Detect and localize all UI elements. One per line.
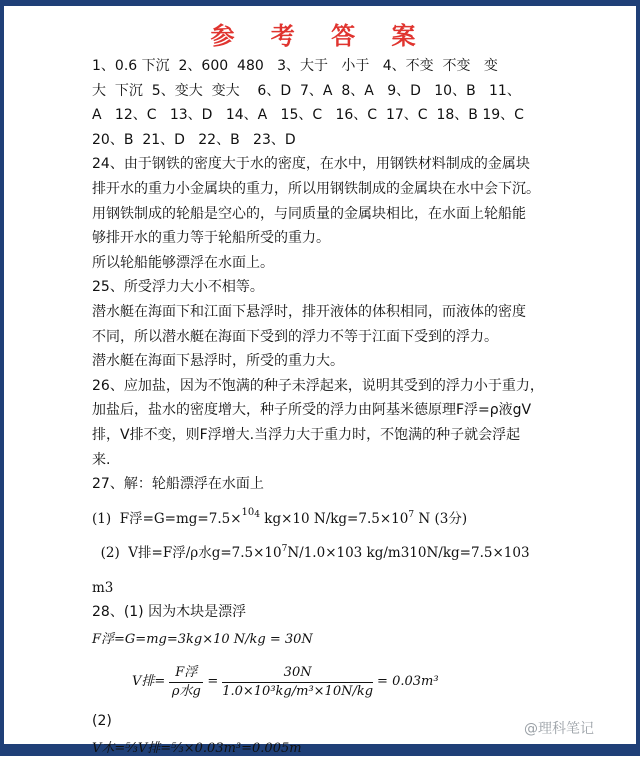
frame-right-border (636, 0, 640, 756)
answer-line: 27、解：轮船漂浮在水面上 (92, 476, 264, 493)
q28-formula-wood-volume: V木=⁵⁄₃V排=⁵⁄₃×0.03m³=0.005m (92, 740, 302, 756)
answer-line: 26、应加盐，因为不饱满的种子未浮起来，说明其受到的浮力小于重力， (92, 377, 544, 394)
answer-line: 所以轮船能够漂浮在水面上。 (92, 254, 274, 271)
answer-line: 排，V排不变，则F浮增大.当浮力大于重力时，不饱满的种子就会浮起 (92, 426, 521, 443)
answer-line: 潜水艇在海面下和江面下悬浮时，排开液体的体积相同，而液体的密度 (92, 303, 526, 320)
q27-part1: (1) F浮=G=mg=7.5×$^{104}$ kg×10 $N/kg=7.5\times 10^7$ N (3分) (92, 506, 468, 527)
frame-top-border (0, 0, 640, 6)
page-title: 参 考 答 案 (210, 21, 430, 50)
answer-line: 加盐后，盐水的密度增大，种子所受的浮力由阿基米德原理F浮=ρ液gV (92, 402, 532, 419)
watermark: @理科笔记 (524, 721, 594, 737)
q27-part2-unit: m3 (92, 579, 114, 596)
answer-line: 1、0.6 下沉 2、600 480 3、大于 小于 4、不变 不变 变 (92, 58, 498, 74)
answer-line: 来. (92, 451, 111, 468)
q28-formula-buoyancy: F浮=G=mg=3kg×10 N/kg = 30N (92, 632, 313, 648)
q27-part2: (2) V排=F浮/ρ水$g=7.5\times 10^7N/1.0\times 103$ kg/m310N/kg=7.5×103 (92, 544, 530, 562)
volume-result: = 0.03m³ (377, 673, 439, 689)
answer-line: 大 下沉 5、变大 变大 6、D 7、A 8、A 9、D 10、B 11、 (92, 82, 521, 99)
q28-heading: 28、(1) 因为木块是漂浮 (92, 604, 247, 621)
answer-line: 20、B 21、D 22、B 23、D (92, 131, 296, 148)
answer-line: 24、由于钢铁的密度大于水的密度，在水中，用钢铁材料制成的金属块 (92, 156, 530, 173)
q28-part2-label: (2) (92, 713, 112, 730)
q28-formula-volume: V排= $\frac{\text{F浮}}{\text{ρ水g}}$ = $\frac{30N}{\text{1.0×10³kg/m³×10N/kg}}$ = 0.03m³ (132, 664, 439, 699)
answer-line: 够排开水的重力等于轮船所受的重力。 (92, 230, 330, 247)
frame-left-border (0, 0, 4, 756)
answer-line: A 12、C 13、D 14、A 15、C 16、C 17、C 18、B 19、C (92, 107, 524, 124)
answer-line: 25、所受浮力大小不相等。 (92, 279, 264, 296)
answer-line: 用钢铁制成的轮船是空心的，与同质量的金属块相比，在水面上轮船能 (92, 205, 526, 222)
fraction-1: $\frac{\text{F浮}}{\text{ρ水g}}$ (169, 664, 203, 701)
answer-line: 潜水艇在海面下悬浮时，所受的重力大。 (92, 353, 344, 370)
fraction-2: $\frac{30N}{\text{1.0×10³kg/m³×10N/kg}}$ (222, 664, 374, 699)
volume-lhs: V排= (132, 673, 166, 689)
answer-line: 不同，所以潜水艇在海面下受到的浮力不等于江面下受到的浮力。 (92, 328, 498, 345)
answer-body (92, 54, 552, 764)
answer-line: 排开水的重力小金属块的重力，所以用钢铁制成的金属块在水中会下沉。 (92, 180, 540, 197)
